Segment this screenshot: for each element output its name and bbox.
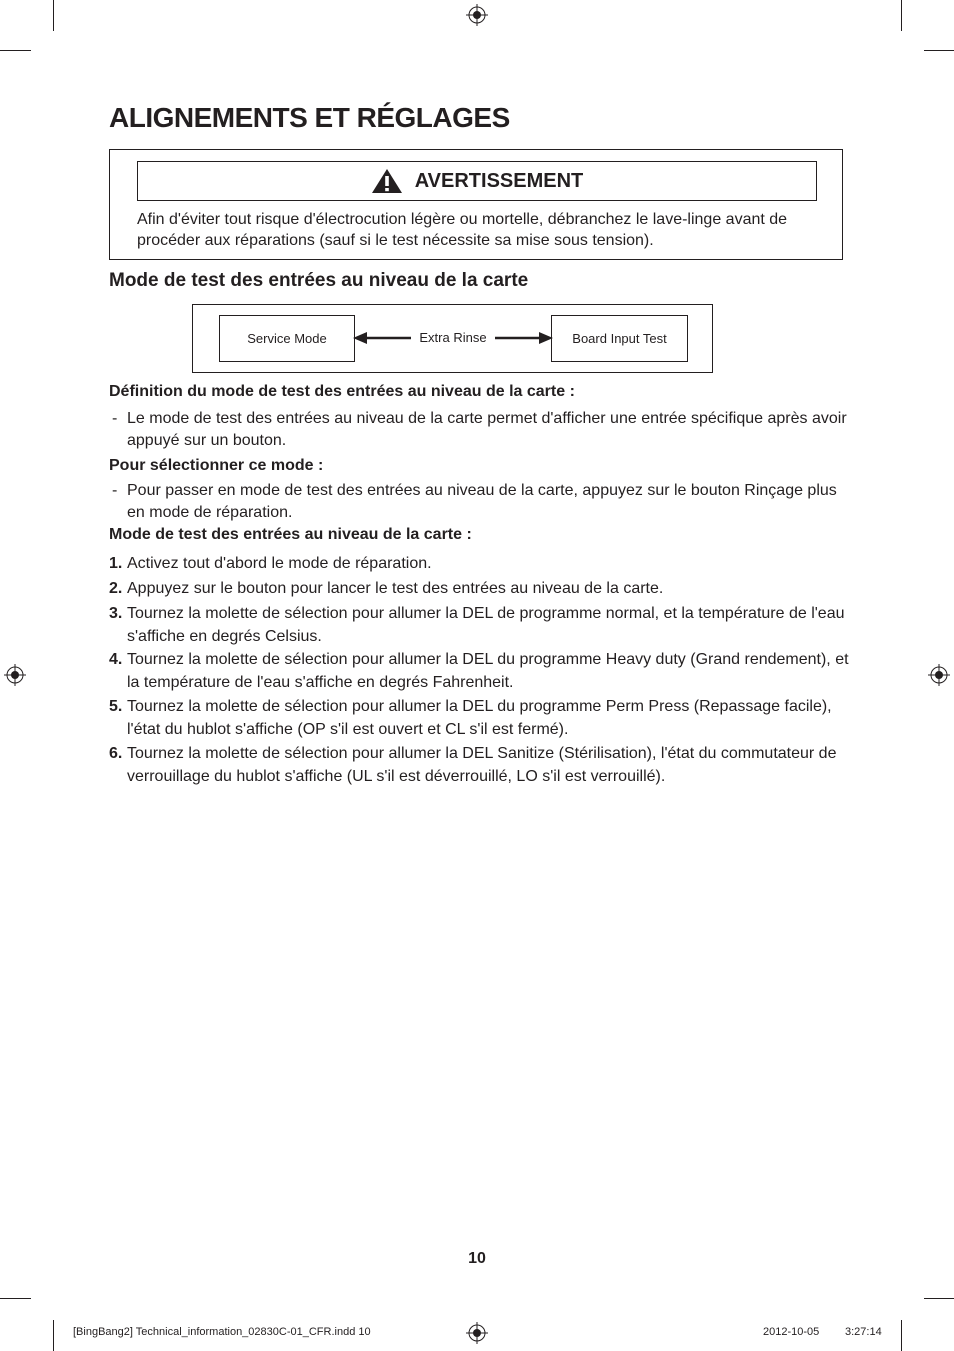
crop-mark-icon [0,1298,31,1299]
registration-mark-icon [4,664,26,686]
procedure-heading: Mode de test des entrées au niveau de la carte : [109,526,472,543]
step-number: 4. [109,651,123,668]
warning-text: Afin d'éviter tout risque d'électrocution légère ou mortelle, débranchez le lave-linge avant de procéder aux réparations (sauf si le test nécessite sa mise sous tension). [137,211,788,249]
page-title: ALIGNEMENTS ET RÉGLAGES [109,102,510,133]
crop-mark-icon [924,50,954,51]
board-input-test-box: Board Input Test [551,315,688,362]
step-item [109,742,849,788]
registration-mark-icon [466,4,488,26]
extra-rinse-label: Extra Rinse [411,330,495,345]
select-mode-text: Pour passer en mode de test des entrées au niveau de la carte, appuyez sur le bouton Rinçage plus en mode de réparation. [127,482,837,521]
crop-mark-icon [0,50,31,51]
warning-label: AVERTISSEMENT [414,169,584,192]
step-text: Activez tout d'abord le mode de réparation. [127,555,432,572]
crop-mark-icon [924,1298,954,1299]
step-number: 1. [109,555,123,572]
select-mode-bullet [109,480,849,524]
footer-date: 2012-10-05 [763,1326,820,1338]
step-item [109,552,849,575]
footer-time: 3:27:14 [845,1326,882,1338]
section-title: Mode de test des entrées au niveau de la carte [109,270,529,291]
step-item [109,695,849,741]
select-mode-heading: Pour sélectionner ce mode : [109,457,324,474]
bullet-dash: - [112,482,118,499]
registration-mark-icon [928,664,950,686]
step-text: Tournez la molette de sélection pour allumer la DEL de programme normal, et la température de l'eau s'affiche en degrés Celsius. [127,605,845,645]
step-text: Appuyez sur le bouton pour lancer le test des entrées au niveau de la carte. [127,580,664,597]
crop-mark-icon [901,1320,902,1351]
step-text: Tournez la molette de sélection pour allumer la DEL Sanitize (Stérilisation), l'état du commutateur de verrouillage du hublot s'affiche (UL s'il est déverrouillé, LO s'il est verrouillé). [127,745,837,785]
step-number: 2. [109,580,123,597]
step-item [109,648,849,694]
registration-mark-icon [466,1322,488,1344]
mode-flow-diagram [192,304,713,373]
crop-mark-icon [901,0,902,31]
definition-text: Le mode de test des entrées au niveau de la carte permet d'afficher une entrée spécifique après avoir appuyé sur un bouton. [127,410,847,449]
warning-triangle-icon [371,168,403,194]
step-item [109,577,849,600]
step-text: Tournez la molette de sélection pour allumer la DEL du programme Perm Press (Repassage facile), l'état du hublot s'affiche (OP s'il est ouvert et CL s'il est fermé). [127,698,832,738]
page-number: 10 [468,1250,486,1267]
step-item [109,602,849,648]
step-text: Tournez la molette de sélection pour allumer la DEL du programme Heavy duty (Grand rendement), et la température de l'eau s'affiche en degrés Fahrenheit. [127,651,849,691]
definition-heading: Définition du mode de test des entrées au niveau de la carte : [109,383,575,400]
bullet-dash: - [112,410,118,427]
service-mode-box: Service Mode [219,315,355,362]
definition-bullet [109,408,849,452]
step-number: 5. [109,698,123,715]
step-number: 3. [109,605,123,622]
step-number: 6. [109,745,123,762]
crop-mark-icon [53,1320,54,1351]
crop-mark-icon [53,0,54,31]
footer-filename: [BingBang2] Technical_information_02830C-01_CFR.indd 10 [73,1326,371,1338]
warning-box [109,149,843,260]
warning-header [137,161,817,201]
